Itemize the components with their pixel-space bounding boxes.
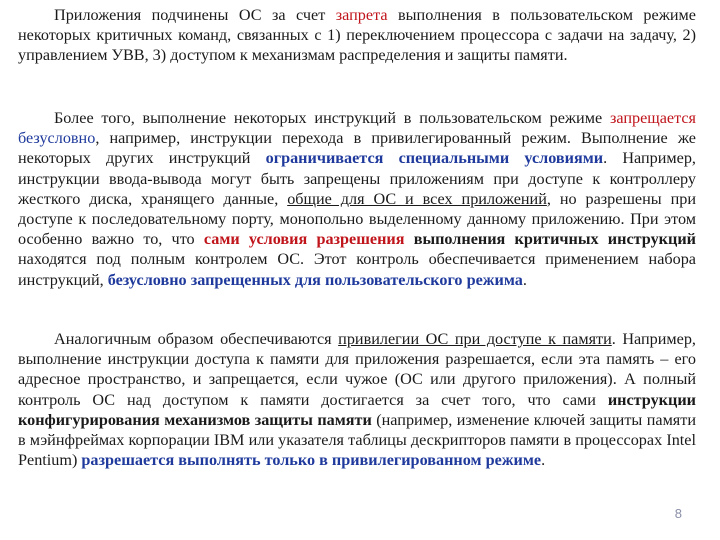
p2-emphasis-critical-instructions: выполнения критичных инструкций bbox=[413, 230, 696, 249]
p3-underline-memory-privileges: привилегии ОС при доступе к памяти bbox=[338, 330, 612, 348]
p1-text-c: выполнения в пользовательском режиме некоторых критичных команд, связанных с 1) переключением процессора с задачи на задачу, 2) управлением УВВ, 3) доступом к механизмам распределения и защиты памяти. bbox=[18, 6, 696, 65]
p2-emphasis-prohibited: запрещается bbox=[609, 109, 696, 127]
p2-emphasis-unconditionally: безусловно bbox=[18, 129, 96, 148]
p3-text-e: (например, изменение ключей защиты памяти в мэйнфреймах корпорации IBM или указателя таблицы дескрипторов памяти в процессорах Intel Pentium) bbox=[18, 410, 696, 470]
p2-text-m: находятся под полным контролем ОС. Этот контроль обеспечивается применением набора инструкций, bbox=[18, 250, 696, 289]
p1-emphasis-prohibition: запрета bbox=[335, 6, 388, 24]
p2-text-o: . bbox=[522, 270, 527, 289]
p2-underline-shared-data: общие для ОС и всех приложений bbox=[287, 189, 547, 208]
p2-emphasis-prohibited-user-mode: безусловно запрещенных для пользовательского режима bbox=[107, 270, 523, 289]
paragraph-memory-access bbox=[18, 329, 696, 470]
p3-text-g: . bbox=[541, 451, 546, 470]
p3-emphasis-privileged-only: разрешается выполнять только в привилегированном режиме bbox=[81, 451, 542, 470]
p2-emphasis-special-conditions: ограничивается специальными условиями bbox=[265, 149, 604, 168]
paragraph-os-privileges bbox=[18, 5, 696, 66]
p3-emphasis-memory-config-instructions: инструкции конфигурирования механизмов защиты памяти bbox=[18, 390, 696, 429]
p1-text-a: Приложения подчинены ОС за счет bbox=[54, 6, 336, 24]
p2-text-i: , но разрешены при доступе к последовательному порту, монопольно выделенному данному приложению. При этом особенно важно то, что bbox=[18, 189, 696, 249]
page-number: 8 bbox=[674, 506, 682, 521]
p2-text-e: , например, инструкции перехода в привилегированный режим. Выполнение же некоторых других инструкций bbox=[18, 129, 696, 168]
paragraph-unconditional-prohibition bbox=[18, 108, 696, 290]
p2-text-g: . Например, инструкции ввода-вывода могут быть запрещены приложениям при доступе к контроллеру жесткого диска, хранящего данные, bbox=[18, 149, 696, 208]
p3-text-a: Аналогичным образом обеспечиваются bbox=[54, 330, 339, 348]
p3-text-c: . Например, выполнение инструкции доступа к памяти для приложения разрешается, если эта память – его адресное пространство, и запрещается, если чужое (ОС или другого приложения). А полный контроль ОС над доступом к памяти достигается за счет того, что сами bbox=[18, 330, 696, 409]
p2-text-k bbox=[405, 230, 414, 248]
p2-emphasis-permission-conditions: сами условия разрешения bbox=[203, 230, 405, 249]
p2-text-a: Более того, выполнение некоторых инструкций в пользовательском режиме bbox=[54, 109, 610, 127]
